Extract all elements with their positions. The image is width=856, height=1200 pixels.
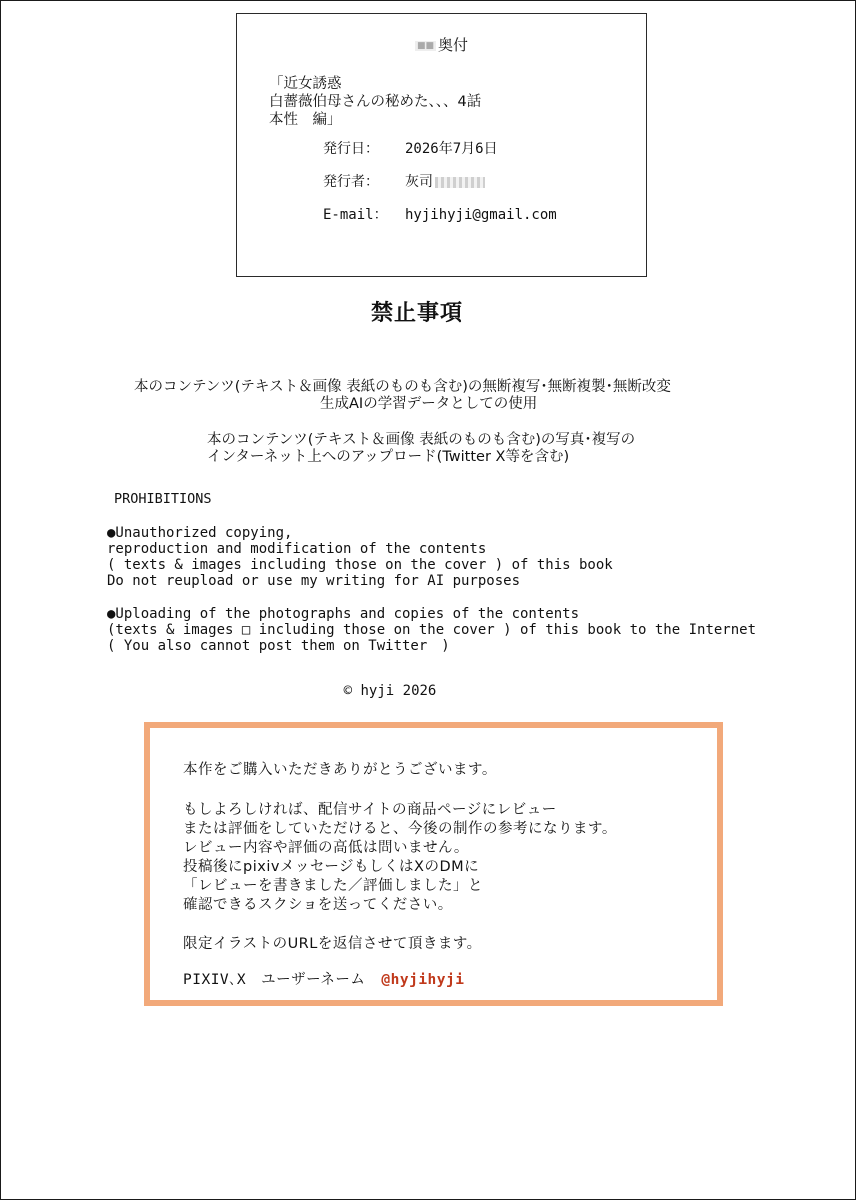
work-title-line: 本性 編」 <box>269 112 342 128</box>
en-prohibition-line: ●Unauthorized copying, <box>107 525 293 541</box>
thanks-line: 確認できるスクショを送ってください。 <box>183 897 453 913</box>
published-value: 2026年7月6日 <box>405 141 498 157</box>
publisher-value: 灰司 <box>405 174 433 190</box>
publisher-row <box>323 171 485 191</box>
publisher-label: 発行者： <box>323 174 379 190</box>
colophon-title <box>237 34 646 55</box>
jp-prohibition-line: 本のコンテンツ(テキスト＆画像 表紙のものも含む)の写真･複写の <box>207 432 636 448</box>
pixiv-line <box>183 968 464 989</box>
thanks-line: レビュー内容や評価の高低は問いません。 <box>183 840 469 856</box>
email-label: E-mail： <box>323 207 388 223</box>
thanks-line: 本作をご購入いただきありがとうございます。 <box>183 762 497 778</box>
redacted-mark <box>435 177 485 188</box>
pixiv-username-label: PIXIV､X ユーザーネーム <box>183 972 366 988</box>
jp-prohibition-line: 生成AIの学習データとしての使用 <box>320 396 538 412</box>
thanks-line: もしよろしければ、配信サイトの商品ページにレビュー <box>183 802 557 818</box>
work-title-line: 白薔薇伯母さんの秘めた、、、4話 <box>269 94 482 110</box>
copyright: © hyji 2026 <box>343 683 437 699</box>
published-label: 発行日： <box>323 141 379 157</box>
thanks-line: 投稿後にpixivメッセージもしくはXのDMに <box>183 859 480 875</box>
work-title <box>269 75 481 129</box>
work-title-line: 「近女誘惑 <box>269 76 342 92</box>
email-value: hyjihyji@gmail.com <box>405 207 557 223</box>
thanks-line: 限定イラストのURLを返信させて頂きます。 <box>183 936 482 952</box>
thanks-line: 「レビューを書きました／評価しました」と <box>183 878 483 894</box>
en-prohibition-line: (texts & images □ including those on the cover ) of this book to the Internet <box>107 622 757 638</box>
jp-prohibition-line: インターネット上へのアップロード(Twitter X等を含む) <box>207 449 570 465</box>
en-prohibition-line: ( texts & images including those on the cover ) of this book <box>107 557 613 573</box>
en-prohibition-line: ( You also cannot post them on Twitter ) <box>107 638 450 654</box>
prohibitions-heading: 禁止事項 <box>370 301 463 326</box>
en-prohibition-line: reproduction and modification of the contents <box>107 541 487 557</box>
en-prohibition-line: Do not reupload or use my writing for AI purposes <box>107 573 521 589</box>
colophon-title-text: 奥付 <box>438 36 469 54</box>
thanks-box <box>144 722 723 1006</box>
email-row <box>323 204 557 224</box>
colophon-box <box>236 13 647 277</box>
jp-prohibition-line: 本のコンテンツ(テキスト＆画像 表紙のものも含む)の無断複写･無断複製･無断改変 <box>134 379 671 395</box>
en-prohibition-line: ●Uploading of the photographs and copies of the contents <box>107 606 580 622</box>
thanks-line: または評価をしていただけると、今後の制作の参考になります。 <box>183 821 617 837</box>
prohibitions-en-heading: PROHIBITIONS <box>114 491 212 507</box>
user-handle: @hyjihyji <box>381 972 465 988</box>
published-row <box>323 138 498 158</box>
logo-mark-icon: ■■ <box>416 40 434 51</box>
